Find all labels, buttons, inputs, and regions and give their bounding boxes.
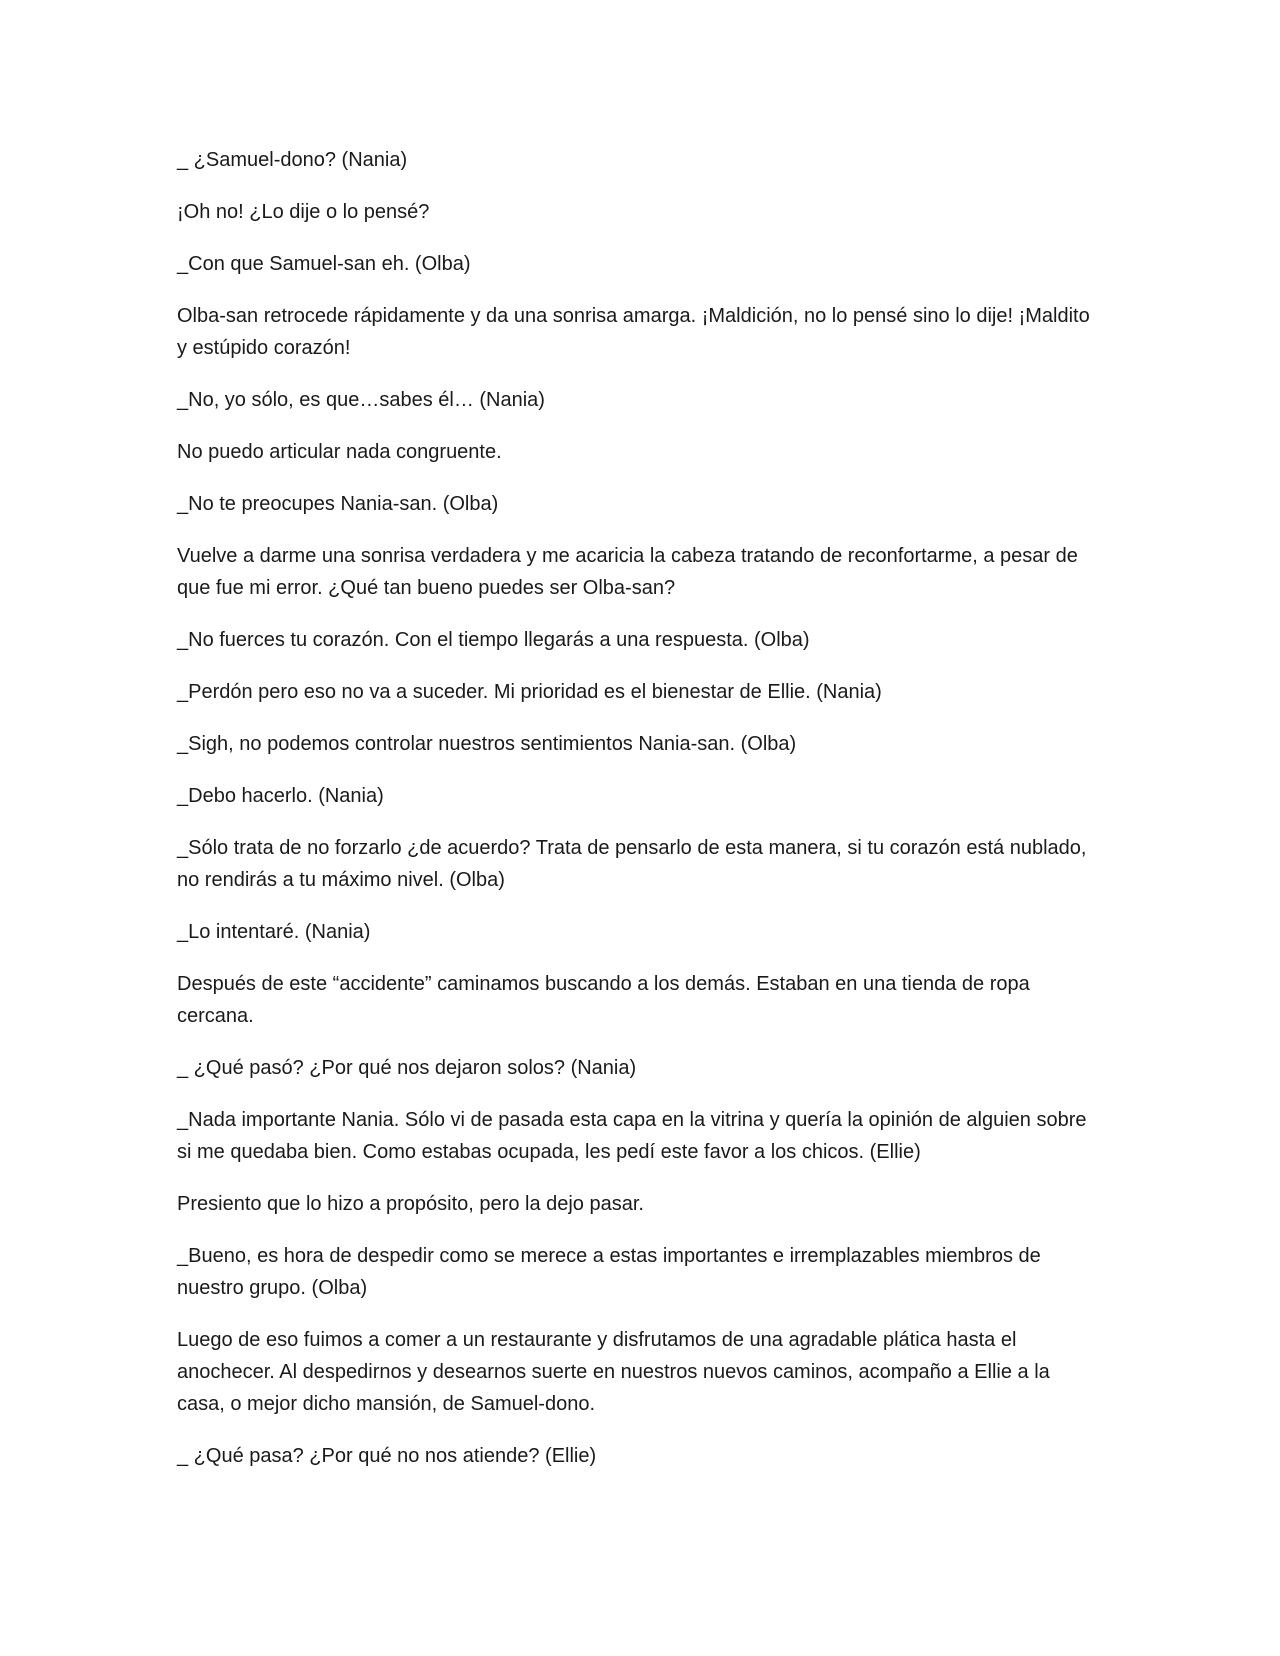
- paragraph: _No, yo sólo, es que…sabes él… (Nania): [177, 389, 545, 411]
- paragraph: Olba-san retrocede rápidamente y da una sonrisa amarga. ¡Maldición, no lo pensé sino lo dije! ¡Maldito y estúpido corazón!: [177, 305, 1090, 359]
- paragraph: _ ¿Qué pasa? ¿Por qué no nos atiende? (Ellie): [177, 1445, 597, 1467]
- paragraph: No puedo articular nada congruente.: [177, 441, 502, 463]
- paragraph: _Bueno, es hora de despedir como se merece a estas importantes e irremplazables miembros de nuestro grupo. (Olba): [177, 1245, 1041, 1299]
- paragraph: _Debo hacerlo. (Nania): [177, 785, 384, 807]
- paragraph: Luego de eso fuimos a comer a un restaurante y disfrutamos de una agradable plática hasta el anochecer. Al despedirnos y desearnos suerte en nuestros nuevos caminos, acompaño a Ellie a la casa, o mejor dicho mansión, de Samuel-dono.: [177, 1329, 1050, 1415]
- paragraph: _Sigh, no podemos controlar nuestros sentimientos Nania-san. (Olba): [177, 733, 797, 755]
- document-body: [177, 144, 1097, 1492]
- paragraph: _ ¿Samuel-dono? (Nania): [177, 149, 408, 171]
- paragraph: _ ¿Qué pasó? ¿Por qué nos dejaron solos? (Nania): [177, 1057, 637, 1079]
- paragraph: Vuelve a darme una sonrisa verdadera y me acaricia la cabeza tratando de reconfortarme, a pesar de que fue mi error. ¿Qué tan bueno puedes ser Olba-san?: [177, 545, 1078, 599]
- paragraph: _Nada importante Nania. Sólo vi de pasada esta capa en la vitrina y quería la opinión de alguien sobre si me quedaba bien. Como estabas ocupada, les pedí este favor a los chicos. (Ellie): [177, 1109, 1087, 1163]
- paragraph: _No fuerces tu corazón. Con el tiempo llegarás a una respuesta. (Olba): [177, 629, 810, 651]
- paragraph: ¡Oh no! ¿Lo dije o lo pensé?: [177, 201, 430, 223]
- paragraph: _No te preocupes Nania-san. (Olba): [177, 493, 499, 515]
- paragraph: _Con que Samuel-san eh. (Olba): [177, 253, 471, 275]
- paragraph: _Lo intentaré. (Nania): [177, 921, 371, 943]
- paragraph: _Sólo trata de no forzarlo ¿de acuerdo? Trata de pensarlo de esta manera, si tu corazón está nublado, no rendirás a tu máximo nivel. (Olba): [177, 837, 1087, 891]
- paragraph: Después de este “accidente” caminamos buscando a los demás. Estaban en una tienda de ropa cercana.: [177, 973, 1030, 1027]
- paragraph: _Perdón pero eso no va a suceder. Mi prioridad es el bienestar de Ellie. (Nania): [177, 681, 882, 703]
- paragraph: Presiento que lo hizo a propósito, pero la dejo pasar.: [177, 1193, 644, 1215]
